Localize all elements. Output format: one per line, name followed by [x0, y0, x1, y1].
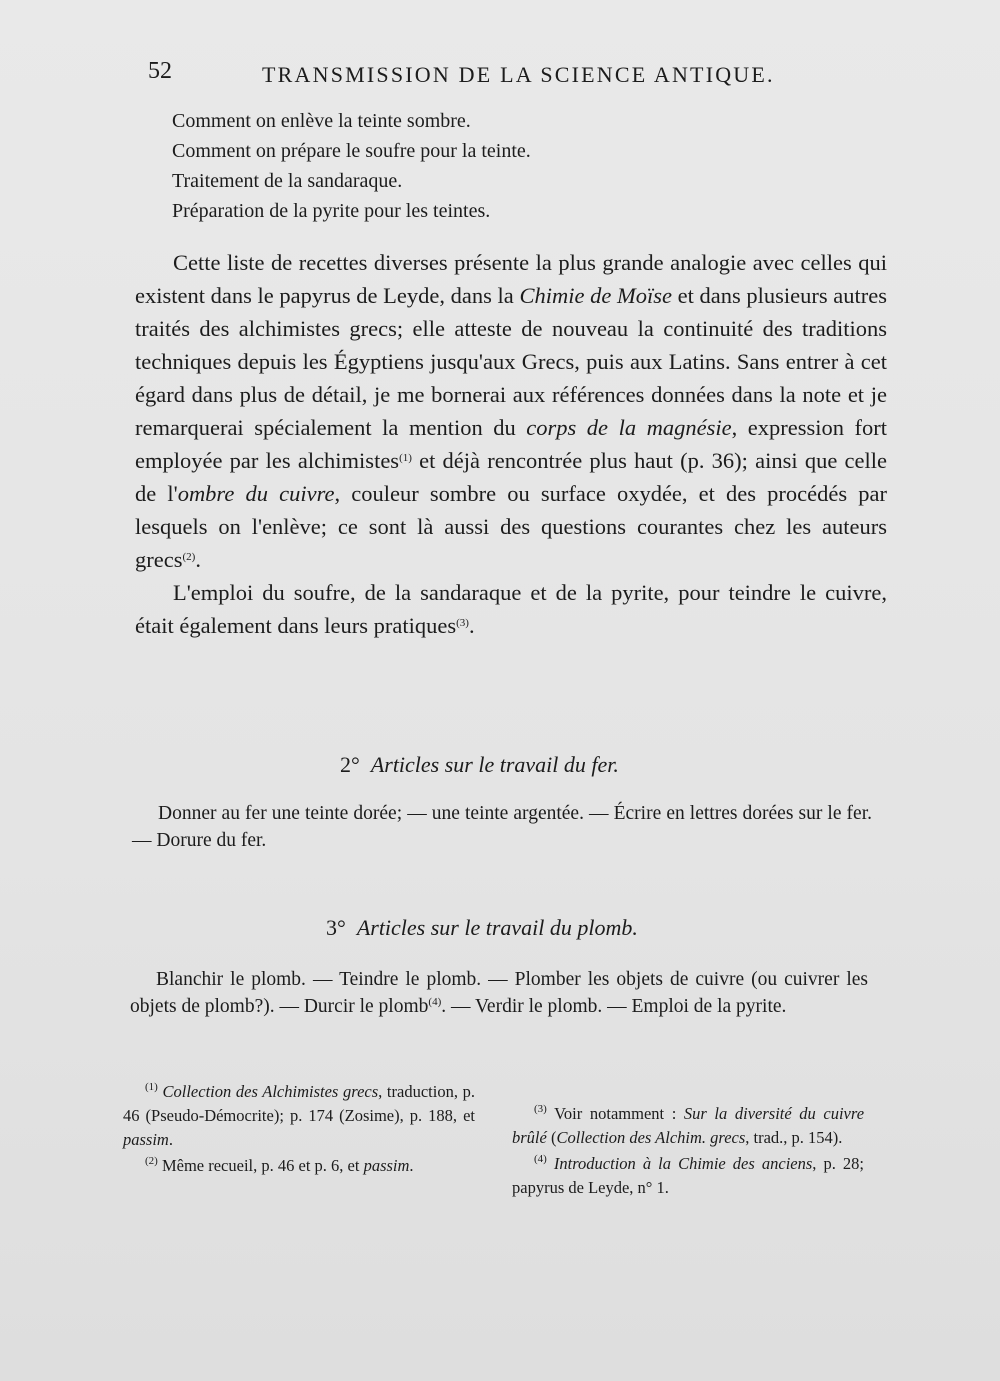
footnote-1	[123, 1080, 475, 1152]
text-run: , p. 28; papyrus de Leyde, n° 1.	[512, 1154, 865, 1197]
footnote-mark: (3)	[534, 1103, 547, 1115]
list-item: Traitement de la sandaraque.	[172, 170, 403, 192]
text-run: .	[409, 1156, 414, 1175]
recipe-list	[172, 106, 531, 226]
section-paragraph	[130, 966, 868, 1020]
text-run: .	[168, 1130, 173, 1149]
text-run: (	[546, 1128, 557, 1147]
text-run: , traduction, p. 46 (Pseudo-Démocrite); p. 174 (Zosime), p. 188, et	[123, 1082, 475, 1125]
text-run: . — Verdir le plomb. — Emploi de la pyrite.	[441, 996, 787, 1017]
text-run: , trad., p. 154).	[745, 1128, 843, 1147]
footnote-mark: (4)	[534, 1153, 547, 1165]
section-title: Articles sur le travail du plomb.	[356, 915, 638, 940]
text-run: .	[195, 547, 201, 572]
footnote-mark: (1)	[145, 1081, 158, 1093]
section-heading-plomb	[326, 915, 638, 941]
running-title: TRANSMISSION DE LA SCIENCE ANTIQUE.	[262, 62, 775, 87]
footnotes-right	[512, 1102, 864, 1202]
footnote-ref: (3)	[456, 617, 469, 629]
section-text-fer	[132, 800, 872, 854]
paragraph-2	[135, 576, 887, 642]
italic-run: Introduction à la Chimie des anciens	[553, 1154, 813, 1173]
italic-run: passim	[123, 1130, 169, 1149]
footnote-3	[512, 1102, 864, 1150]
section-paragraph: Donner au fer une teinte dorée; — une teinte argentée. — Écrire en lettres dorées sur le fer. — Dorure du fer.	[132, 803, 872, 851]
footnote-ref: (4)	[428, 996, 442, 1008]
italic-run: Sur la diversité du cuivre brûlé	[512, 1104, 865, 1147]
footnotes-left	[123, 1080, 475, 1180]
footnote-4	[512, 1152, 864, 1200]
list-item: Préparation de la pyrite pour les teintes.	[172, 200, 491, 222]
text-run: Blanchir le plomb. — Teindre le plomb. — Plomber les objets de cuivre (ou cuivrer les objets de plomb?). — Durcir le plomb	[130, 969, 868, 1017]
italic-run: ombre du cuivre	[177, 481, 335, 506]
text-run: et déjà rencontrée plus haut (p. 36); ainsi que celle de l'	[135, 448, 887, 506]
footnote-mark: (2)	[145, 1155, 158, 1167]
section-number: 3°	[326, 915, 346, 940]
page-number: 52	[148, 58, 172, 84]
section-title: Articles sur le travail du fer.	[370, 752, 619, 777]
section-text-plomb	[130, 966, 868, 1020]
list-item: Comment on enlève la teinte sombre.	[172, 110, 471, 132]
text-run: .	[468, 613, 475, 638]
section-heading-fer	[340, 752, 619, 778]
italic-run: corps de la magnésie	[526, 415, 732, 440]
main-text	[135, 246, 887, 642]
footnote-ref: (1)	[399, 452, 412, 464]
italic-run: Collection des Alchim. grecs	[556, 1128, 746, 1147]
list-item: Comment on prépare le soufre pour la teinte.	[172, 140, 531, 162]
italic-run: passim	[363, 1156, 410, 1175]
text-run: Cette liste de recettes diverses présente la plus grande analogie avec celles qui existent dans le papyrus de Leyde, dans la	[135, 250, 887, 308]
italic-run: Collection des Alchimistes grecs	[162, 1082, 379, 1101]
footnote-ref: (2)	[182, 551, 196, 563]
section-number: 2°	[340, 752, 360, 777]
text-run: Voir notamment :	[554, 1104, 684, 1123]
text-run: Même recueil, p. 46 et p. 6, et	[161, 1156, 364, 1175]
paragraph-1	[135, 246, 887, 576]
footnote-2	[123, 1154, 475, 1178]
text-run: , couleur sombre ou surface oxydée, et des procédés par lesquels on l'enlève; ce sont là aussi des questions courantes chez les auteurs grecs	[135, 481, 888, 572]
text-run: , expression fort employée par les alchimistes	[135, 415, 888, 473]
text-run: L'emploi du soufre, de la sandaraque et de la pyrite, pour teindre le cuivre, était également dans leurs pratiques	[135, 580, 887, 638]
italic-run: Chimie de Moïse	[519, 283, 672, 308]
text-run: et dans plusieurs autres traités des alchimistes grecs; elle atteste de nouveau la continuité des traditions techniques depuis les Égyptiens jusqu'aux Grecs, puis aux Latins. Sans entrer à cet égard dans plus de détail, je me bornerai aux références données dans la note et je remarquerai spécialement la mention du	[135, 283, 887, 440]
